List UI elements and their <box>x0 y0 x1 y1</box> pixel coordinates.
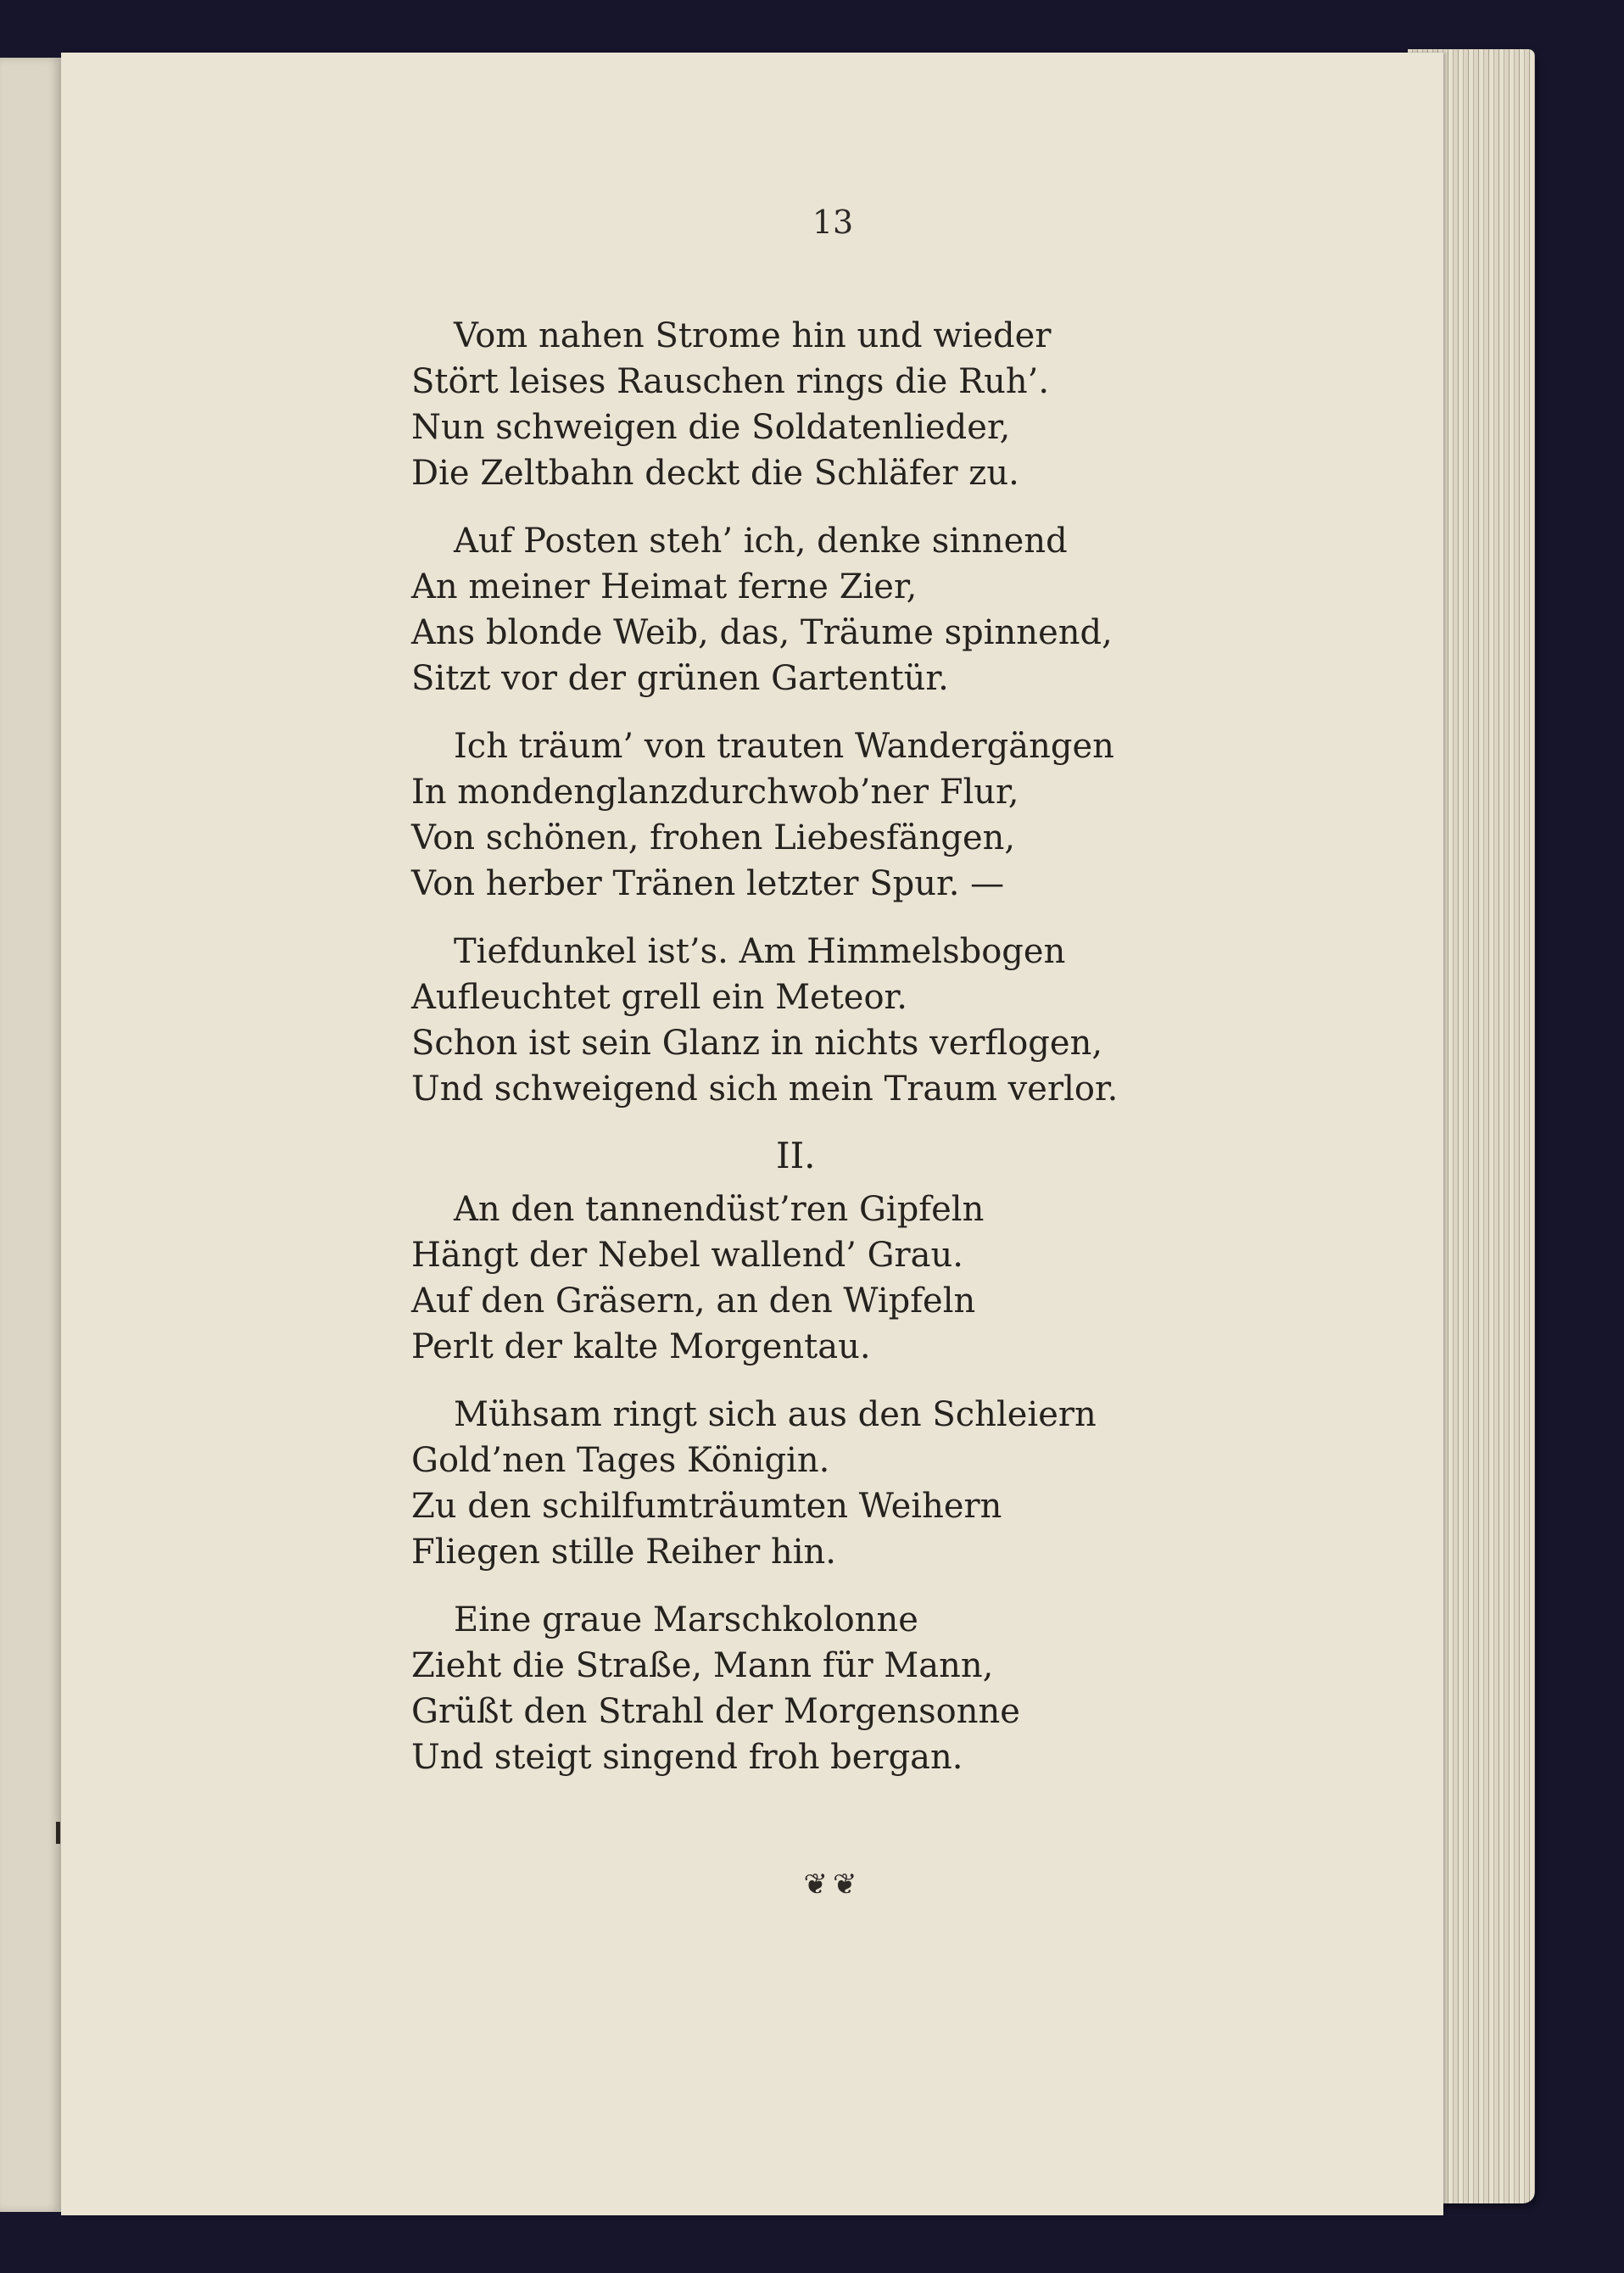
poem-line: Hängt der Nebel wallend’ Grau. <box>411 1236 963 1275</box>
poem-line: Ans blonde Weib, das, Träume spinnend, <box>411 613 1113 652</box>
section-heading: II. <box>776 1135 816 1176</box>
poem-line: Gold’nen Tages Königin. <box>411 1441 830 1480</box>
poem-line: Und schweigend sich mein Traum verlor. <box>411 1069 1119 1109</box>
poem-line: Zieht die Straße, Mann für Mann, <box>411 1646 994 1685</box>
poem-line: Schon ist sein Glanz in nichts verflogen, <box>411 1024 1103 1063</box>
stanza-7 <box>411 1597 1175 1780</box>
facing-page-edge <box>0 58 61 2212</box>
stanza-5 <box>411 1187 1175 1370</box>
poem <box>411 313 1175 1802</box>
stanza-6 <box>411 1392 1175 1575</box>
poem-line: Die Zeltbahn deckt die Schläfer zu. <box>411 454 1019 493</box>
poem-line: Von schönen, frohen Liebesfängen, <box>411 818 1016 857</box>
binding-mark <box>56 1822 60 1844</box>
poem-line: Von herber Tränen letzter Spur. — <box>411 864 1005 903</box>
book-page <box>61 53 1443 2215</box>
stanza-4 <box>411 929 1175 1112</box>
poem-line: Zu den schilfumträumten Weihern <box>411 1487 1002 1526</box>
poem-line: Auf Posten steh’ ich, denke sinnend <box>454 522 1068 561</box>
poem-line: In mondenglanzdurchwob’ner Flur, <box>411 773 1019 812</box>
poem-line: Nun schweigen die Soldatenlieder, <box>411 408 1011 447</box>
poem-line: Tiefdunkel ist’s. Am Himmelsbogen <box>454 932 1066 971</box>
poem-line: Und steigt singend froh bergan. <box>411 1738 963 1777</box>
poem-line: Auf den Gräsern, an den Wipfeln <box>411 1282 976 1321</box>
stanza-2 <box>411 518 1175 701</box>
stanza-3 <box>411 723 1175 907</box>
poem-line: Perlt der kalte Morgentau. <box>411 1327 871 1366</box>
poem-line: Eine graue Marschkolonne <box>454 1600 918 1639</box>
poem-line: Sitzt vor der grünen Gartentür. <box>411 659 949 698</box>
poem-line: Mühsam ringt sich aus den Schleiern <box>454 1395 1097 1434</box>
poem-line: Stört leises Rauschen rings die Ruh’. <box>411 362 1050 401</box>
poem-line: An den tannendüst’ren Gipfeln <box>454 1190 985 1229</box>
poem-line: Grüßt den Strahl der Morgensonne <box>411 1692 1020 1731</box>
poem-line: Vom nahen Strome hin und wieder <box>454 316 1052 355</box>
stanza-1 <box>411 313 1175 496</box>
poem-line: Ich träum’ von trauten Wandergängen <box>454 727 1114 766</box>
poem-line: Fliegen stille Reiher hin. <box>411 1533 837 1572</box>
page-number: 13 <box>812 204 854 241</box>
poem-line: Aufleuchtet grell ein Meteor. <box>411 978 907 1017</box>
fleuron-ornament-icon: ❦❦ <box>803 1868 862 1902</box>
poem-line: An meiner Heimat ferne Zier, <box>411 567 918 606</box>
